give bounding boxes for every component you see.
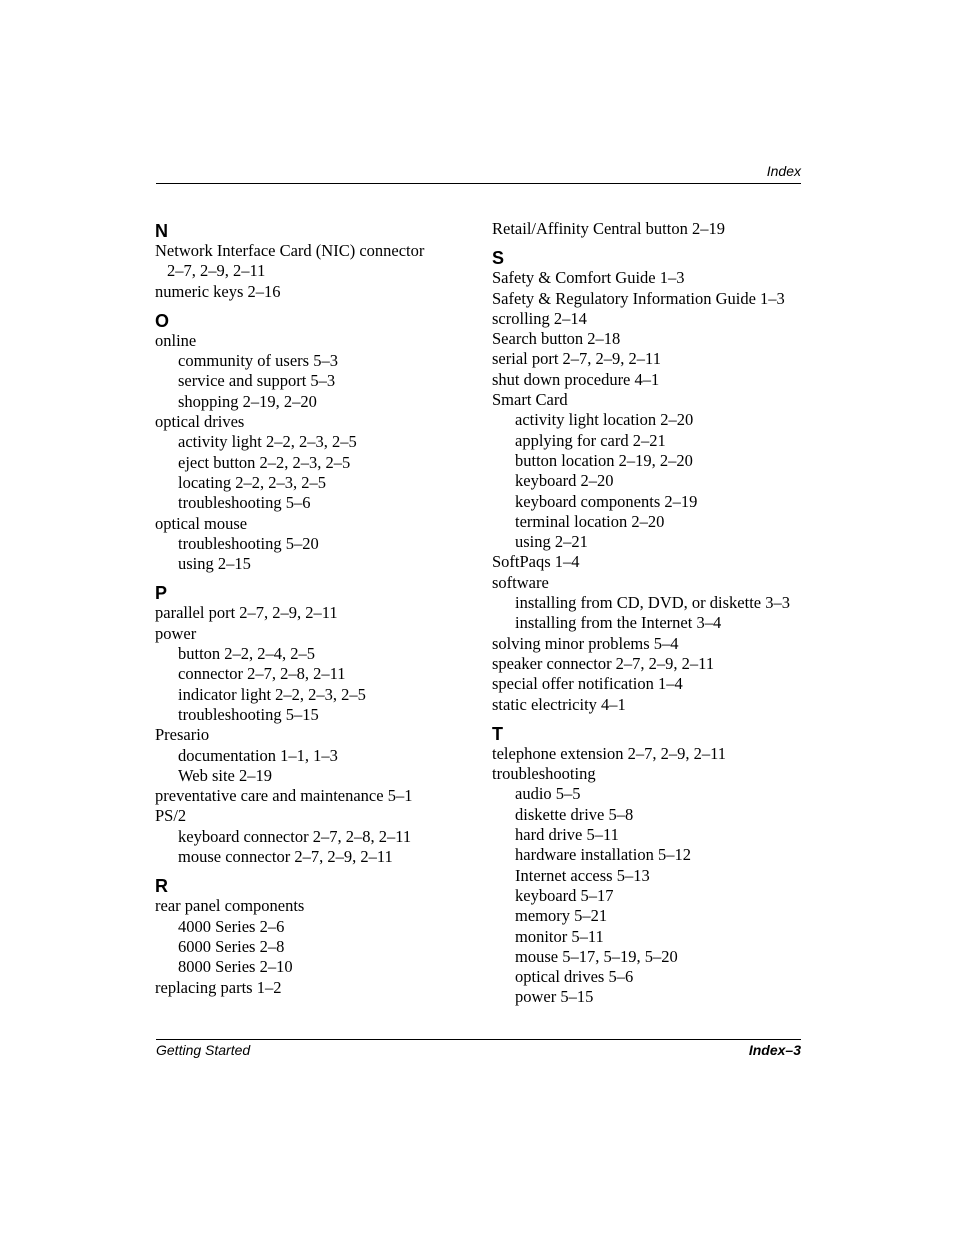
index-section-letter: T [492, 723, 503, 744]
index-entry: speaker connector 2–7, 2–9, 2–11 [492, 653, 715, 673]
index-subentry: activity light location 2–20 [515, 410, 694, 430]
index-subentry: troubleshooting 5–20 [178, 533, 319, 553]
index-entry: numeric keys 2–16 [155, 281, 281, 301]
index-subentry: community of users 5–3 [178, 351, 338, 371]
index-subentry: optical drives 5–6 [515, 967, 634, 987]
index-entry: Retail/Affinity Central button 2–19 [492, 219, 725, 238]
index-section-letter: R [155, 876, 168, 897]
index-entry: preventative care and maintenance 5–1 [155, 786, 413, 806]
index-entry-continuation: 2–7, 2–9, 2–11 [167, 261, 266, 281]
index-subentry: using 2–21 [515, 532, 588, 552]
running-header: Index [766, 163, 801, 179]
index-column-left [155, 219, 475, 998]
index-subentry: button location 2–19, 2–20 [515, 450, 693, 470]
footer-page-number: Index–3 [748, 1042, 801, 1058]
index-entry: optical mouse [155, 513, 248, 533]
index-entry: Presario [155, 725, 210, 745]
index-entry: Search button 2–18 [492, 329, 621, 349]
index-entry: rear panel components [155, 896, 305, 916]
index-entry: telephone extension 2–7, 2–9, 2–11 [492, 743, 727, 763]
index-column-right [492, 219, 812, 1008]
index-entry: shut down procedure 4–1 [492, 369, 660, 389]
index-subentry: 4000 Series 2–6 [178, 916, 285, 936]
index-entry: Smart Card [492, 390, 568, 410]
index-subentry: connector 2–7, 2–8, 2–11 [178, 664, 346, 684]
index-subentry: installing from the Internet 3–4 [515, 613, 722, 633]
index-subentry: 8000 Series 2–10 [178, 957, 293, 977]
footer-rule [156, 1039, 801, 1040]
index-subentry: hard drive 5–11 [515, 825, 619, 845]
index-subentry: installing from CD, DVD, or diskette 3–3 [515, 593, 790, 613]
index-section-letter: S [492, 248, 505, 269]
index-subentry: keyboard components 2–19 [515, 491, 698, 511]
index-subentry: eject button 2–2, 2–3, 2–5 [178, 452, 351, 472]
index-entry: Network Interface Card (NIC) connector [155, 241, 425, 260]
index-entry: Safety & Comfort Guide 1–3 [492, 268, 685, 288]
index-subentry: troubleshooting 5–15 [178, 704, 319, 724]
index-subentry: using 2–15 [178, 554, 251, 574]
index-section-letter: N [155, 221, 168, 241]
index-entry: serial port 2–7, 2–9, 2–11 [492, 349, 661, 369]
index-subentry: memory 5–21 [515, 906, 608, 926]
index-entry: replacing parts 1–2 [155, 977, 282, 997]
index-entry: special offer notification 1–4 [492, 674, 683, 694]
index-subentry: mouse 5–17, 5–19, 5–20 [515, 946, 678, 966]
index-section-letter: P [155, 583, 168, 604]
header-rule [156, 183, 801, 184]
index-subentry: button 2–2, 2–4, 2–5 [178, 644, 316, 664]
index-entry: software [492, 572, 549, 592]
index-subentry: monitor 5–11 [515, 926, 604, 946]
index-subentry: service and support 5–3 [178, 371, 336, 391]
index-subentry: mouse connector 2–7, 2–9, 2–11 [178, 847, 393, 867]
index-entry: power [155, 623, 197, 643]
index-subentry: Web site 2–19 [178, 765, 272, 785]
index-subentry: power 5–15 [515, 987, 594, 1007]
index-entry: parallel port 2–7, 2–9, 2–11 [155, 603, 338, 623]
index-subentry: keyboard 2–20 [515, 471, 614, 491]
index-subentry: diskette drive 5–8 [515, 804, 634, 824]
index-subentry: audio 5–5 [515, 784, 581, 804]
index-subentry: troubleshooting 5–6 [178, 493, 311, 513]
index-entry: troubleshooting [492, 764, 596, 784]
index-subentry: terminal location 2–20 [515, 511, 665, 531]
index-subentry: hardware installation 5–12 [515, 845, 691, 865]
footer-book-title: Getting Started [156, 1042, 251, 1058]
index-subentry: applying for card 2–21 [515, 430, 666, 450]
index-entry: Safety & Regulatory Information Guide 1–3 [492, 288, 785, 308]
index-subentry: locating 2–2, 2–3, 2–5 [178, 472, 327, 492]
index-entry: scrolling 2–14 [492, 308, 587, 328]
index-subentry: Internet access 5–13 [515, 865, 650, 885]
index-subentry: 6000 Series 2–8 [178, 936, 285, 956]
index-subentry: documentation 1–1, 1–3 [178, 745, 338, 765]
index-entry: online [155, 330, 197, 350]
index-entry: PS/2 [155, 806, 187, 826]
index-subentry: keyboard connector 2–7, 2–8, 2–11 [178, 826, 412, 846]
index-subentry: shopping 2–19, 2–20 [178, 391, 317, 411]
index-subentry: activity light 2–2, 2–3, 2–5 [178, 432, 357, 452]
index-entry: static electricity 4–1 [492, 694, 626, 714]
index-section-letter: O [155, 310, 170, 331]
index-subentry: keyboard 5–17 [515, 885, 614, 905]
index-entry: SoftPaqs 1–4 [492, 552, 580, 572]
index-entry: solving minor problems 5–4 [492, 633, 679, 653]
index-entry: optical drives [155, 412, 245, 432]
index-subentry: indicator light 2–2, 2–3, 2–5 [178, 684, 366, 704]
